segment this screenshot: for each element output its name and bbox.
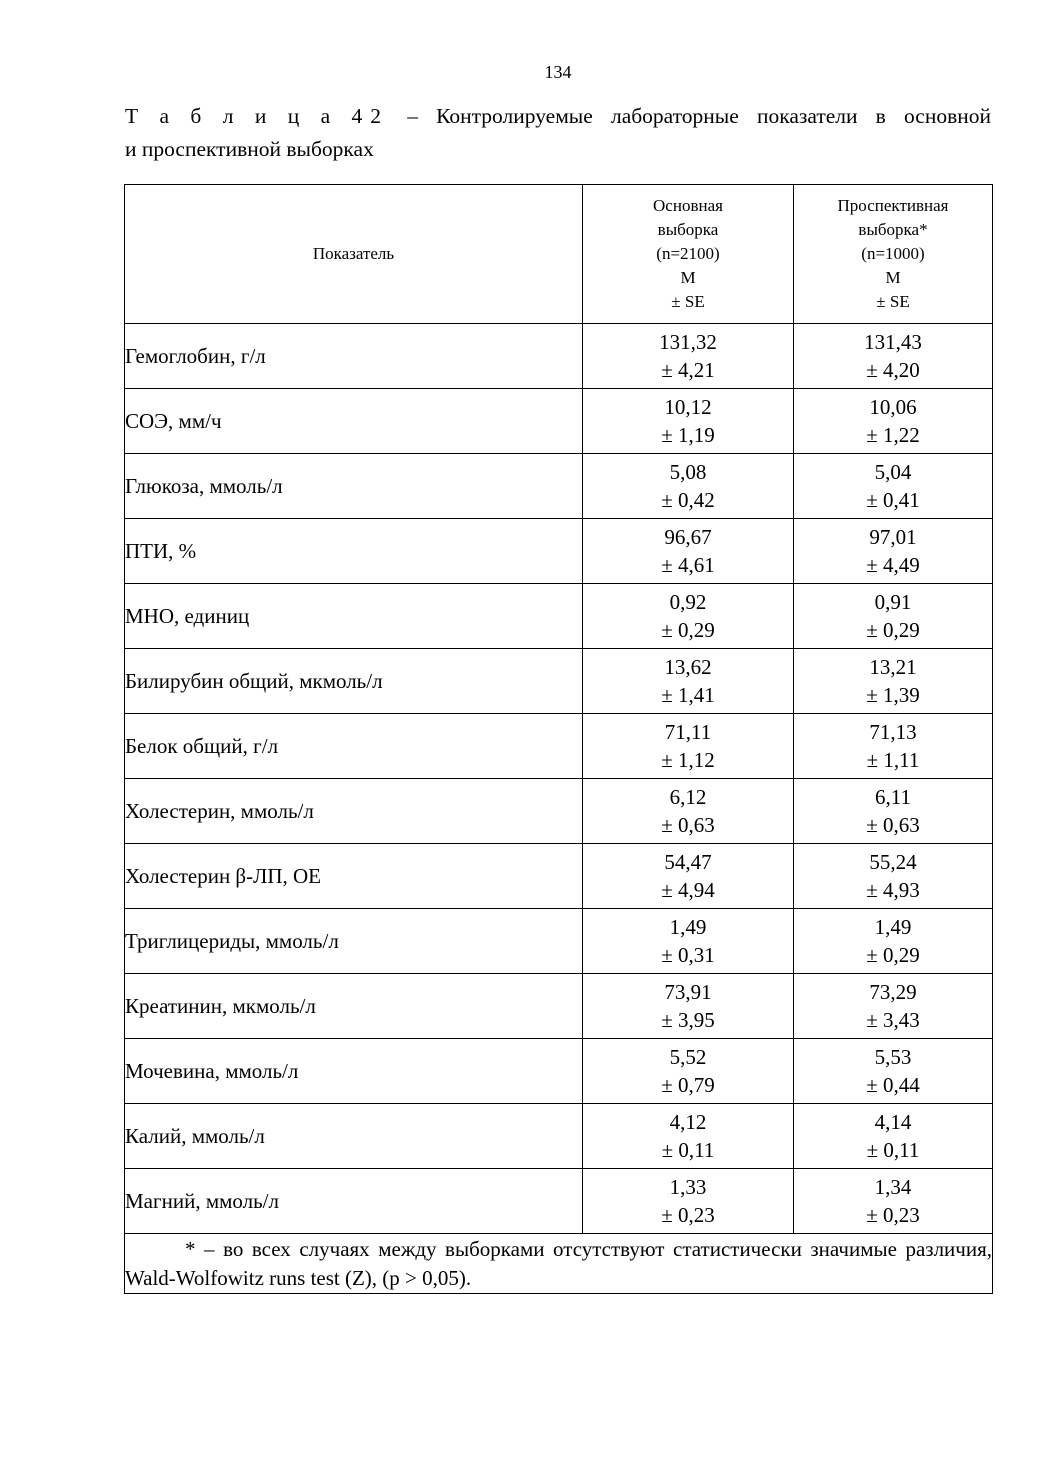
header-prospective-sample bbox=[794, 185, 993, 324]
footnote-row bbox=[125, 1234, 993, 1294]
footnote-text: * – во всех случаях между выборками отсутствуют статистически значимые различия, Wald-Wolfowitz runs test (Z), (p > 0,05). bbox=[125, 1236, 992, 1290]
standard-error: ± 1,41 bbox=[661, 683, 715, 707]
table-row bbox=[125, 974, 993, 1039]
standard-error: ± 0,11 bbox=[866, 1138, 920, 1162]
standard-error: ± 4,21 bbox=[661, 358, 715, 382]
mean-value: 13,21 bbox=[869, 655, 917, 679]
header-line: выборка bbox=[657, 220, 719, 239]
header-line: Проспективная bbox=[837, 196, 949, 215]
header-main-sample bbox=[583, 185, 794, 324]
main-sample-value bbox=[583, 584, 794, 649]
mean-value: 131,32 bbox=[659, 330, 717, 354]
caption-word: в bbox=[875, 104, 886, 128]
mean-value: 13,62 bbox=[664, 655, 712, 679]
mean-value: 5,04 bbox=[874, 460, 912, 484]
mean-value: 10,06 bbox=[869, 395, 917, 419]
mean-value: 1,49 bbox=[874, 915, 912, 939]
mean-value: 73,91 bbox=[664, 980, 712, 1004]
prospective-sample-value bbox=[794, 519, 993, 584]
standard-error: ± 0,11 bbox=[661, 1138, 715, 1162]
standard-error: ± 3,95 bbox=[661, 1008, 715, 1032]
standard-error: ± 0,63 bbox=[866, 813, 920, 837]
mean-value: 1,34 bbox=[874, 1175, 912, 1199]
main-sample-value bbox=[583, 844, 794, 909]
mean-value: 1,49 bbox=[669, 915, 707, 939]
main-sample-value bbox=[583, 909, 794, 974]
indicator-name: Магний, ммоль/л bbox=[125, 1169, 583, 1234]
indicator-name: Холестерин, ммоль/л bbox=[125, 779, 583, 844]
table-body bbox=[125, 324, 993, 1234]
main-sample-value bbox=[583, 974, 794, 1039]
mean-value: 71,11 bbox=[664, 720, 712, 744]
table-row bbox=[125, 909, 993, 974]
main-sample-value bbox=[583, 1169, 794, 1234]
mean-value: 5,53 bbox=[874, 1045, 912, 1069]
indicator-name: СОЭ, мм/ч bbox=[125, 389, 583, 454]
mean-value: 131,43 bbox=[864, 330, 922, 354]
indicator-name: Калий, ммоль/л bbox=[125, 1104, 583, 1169]
main-sample-value bbox=[583, 779, 794, 844]
table-row bbox=[125, 714, 993, 779]
main-sample-value bbox=[583, 1039, 794, 1104]
standard-error: ± 0,31 bbox=[661, 943, 715, 967]
mean-value: 4,14 bbox=[874, 1110, 912, 1134]
prospective-sample-value bbox=[794, 324, 993, 389]
mean-value: 10,12 bbox=[664, 395, 712, 419]
header-line: М bbox=[680, 268, 696, 287]
standard-error: ± 0,23 bbox=[661, 1203, 715, 1227]
prospective-sample-value bbox=[794, 1039, 993, 1104]
indicator-name: Белок общий, г/л bbox=[125, 714, 583, 779]
standard-error: ± 1,22 bbox=[866, 423, 920, 447]
mean-value: 1,33 bbox=[669, 1175, 707, 1199]
standard-error: ± 1,11 bbox=[866, 748, 920, 772]
standard-error: ± 4,20 bbox=[866, 358, 920, 382]
caption-word: основной bbox=[903, 104, 991, 128]
standard-error: ± 0,44 bbox=[866, 1073, 920, 1097]
prospective-sample-value bbox=[794, 389, 993, 454]
standard-error: ± 0,29 bbox=[661, 618, 715, 642]
header-indicator-label: Показатель bbox=[312, 244, 395, 263]
table-row bbox=[125, 584, 993, 649]
main-sample-value bbox=[583, 714, 794, 779]
header-indicator bbox=[125, 185, 583, 324]
standard-error: ± 0,79 bbox=[661, 1073, 715, 1097]
prospective-sample-value bbox=[794, 974, 993, 1039]
header-line: ± SE bbox=[876, 292, 910, 311]
prospective-sample-value bbox=[794, 909, 993, 974]
mean-value: 97,01 bbox=[869, 525, 917, 549]
standard-error: ± 4,61 bbox=[661, 553, 715, 577]
standard-error: ± 1,12 bbox=[661, 748, 715, 772]
table-row bbox=[125, 1039, 993, 1104]
prospective-sample-value bbox=[794, 584, 993, 649]
table-row bbox=[125, 519, 993, 584]
standard-error: ± 4,93 bbox=[866, 878, 920, 902]
prospective-sample-value bbox=[794, 844, 993, 909]
table-row bbox=[125, 844, 993, 909]
indicator-name: ПТИ, % bbox=[125, 519, 583, 584]
standard-error: ± 4,94 bbox=[661, 878, 715, 902]
standard-error: ± 1,39 bbox=[866, 683, 920, 707]
mean-value: 73,29 bbox=[869, 980, 917, 1004]
page-number: 134 bbox=[544, 62, 572, 82]
mean-value: 55,24 bbox=[869, 850, 917, 874]
standard-error: ± 0,23 bbox=[866, 1203, 920, 1227]
header-line: М bbox=[885, 268, 901, 287]
mean-value: 6,12 bbox=[669, 785, 707, 809]
indicator-name: Креатинин, мкмоль/л bbox=[125, 974, 583, 1039]
table-caption bbox=[125, 100, 991, 166]
table-row bbox=[125, 1104, 993, 1169]
caption-word: – bbox=[407, 104, 418, 128]
mean-value: 4,12 bbox=[669, 1110, 707, 1134]
table-row bbox=[125, 389, 993, 454]
main-sample-value bbox=[583, 454, 794, 519]
table-row bbox=[125, 649, 993, 714]
table-row bbox=[125, 779, 993, 844]
main-sample-value bbox=[583, 389, 794, 454]
table-row bbox=[125, 324, 993, 389]
lab-indicators-table bbox=[124, 184, 993, 1294]
indicator-name: МНО, единиц bbox=[125, 584, 583, 649]
standard-error: ± 0,29 bbox=[866, 618, 920, 642]
caption-word: показатели bbox=[756, 104, 858, 128]
mean-value: 71,13 bbox=[869, 720, 917, 744]
prospective-sample-value bbox=[794, 714, 993, 779]
prospective-sample-value bbox=[794, 1169, 993, 1234]
prospective-sample-value bbox=[794, 454, 993, 519]
caption-word: Контролируемые bbox=[436, 104, 593, 128]
caption-line-1 bbox=[125, 100, 991, 133]
mean-value: 54,47 bbox=[664, 850, 712, 874]
main-sample-value bbox=[583, 649, 794, 714]
header-line: (n=1000) bbox=[861, 244, 925, 263]
mean-value: 5,52 bbox=[669, 1045, 707, 1069]
indicator-name: Билирубин общий, мкмоль/л bbox=[125, 649, 583, 714]
caption-line-2: и проспективной выборках bbox=[125, 137, 374, 161]
mean-value: 6,11 bbox=[875, 785, 911, 809]
main-sample-value bbox=[583, 324, 794, 389]
header-line: Основная bbox=[653, 196, 723, 215]
standard-error: ± 0,63 bbox=[661, 813, 715, 837]
indicator-name: Глюкоза, ммоль/л bbox=[125, 454, 583, 519]
header-line: выборка* bbox=[858, 220, 928, 239]
standard-error: ± 4,49 bbox=[866, 553, 920, 577]
header-line: (n=2100) bbox=[656, 244, 720, 263]
table-row bbox=[125, 454, 993, 519]
table-footnote bbox=[125, 1234, 993, 1294]
indicator-name: Гемоглобин, г/л bbox=[125, 324, 583, 389]
prospective-sample-value bbox=[794, 779, 993, 844]
main-sample-value bbox=[583, 1104, 794, 1169]
caption-word: лабораторные bbox=[610, 104, 739, 128]
standard-error: ± 0,29 bbox=[866, 943, 920, 967]
standard-error: ± 3,43 bbox=[866, 1008, 920, 1032]
mean-value: 0,92 bbox=[669, 590, 707, 614]
indicator-name: Триглицериды, ммоль/л bbox=[125, 909, 583, 974]
main-sample-value bbox=[583, 519, 794, 584]
standard-error: ± 0,42 bbox=[661, 488, 715, 512]
mean-value: 0,91 bbox=[874, 590, 912, 614]
caption-label: Т а б л и ц а 42 bbox=[125, 104, 390, 128]
table-row bbox=[125, 1169, 993, 1234]
prospective-sample-value bbox=[794, 649, 993, 714]
mean-value: 5,08 bbox=[669, 460, 707, 484]
prospective-sample-value bbox=[794, 1104, 993, 1169]
indicator-name: Мочевина, ммоль/л bbox=[125, 1039, 583, 1104]
standard-error: ± 1,19 bbox=[661, 423, 715, 447]
standard-error: ± 0,41 bbox=[866, 488, 920, 512]
table-header-row bbox=[125, 185, 993, 324]
mean-value: 96,67 bbox=[664, 525, 712, 549]
header-line: ± SE bbox=[671, 292, 705, 311]
indicator-name: Холестерин β-ЛП, ОЕ bbox=[125, 844, 583, 909]
